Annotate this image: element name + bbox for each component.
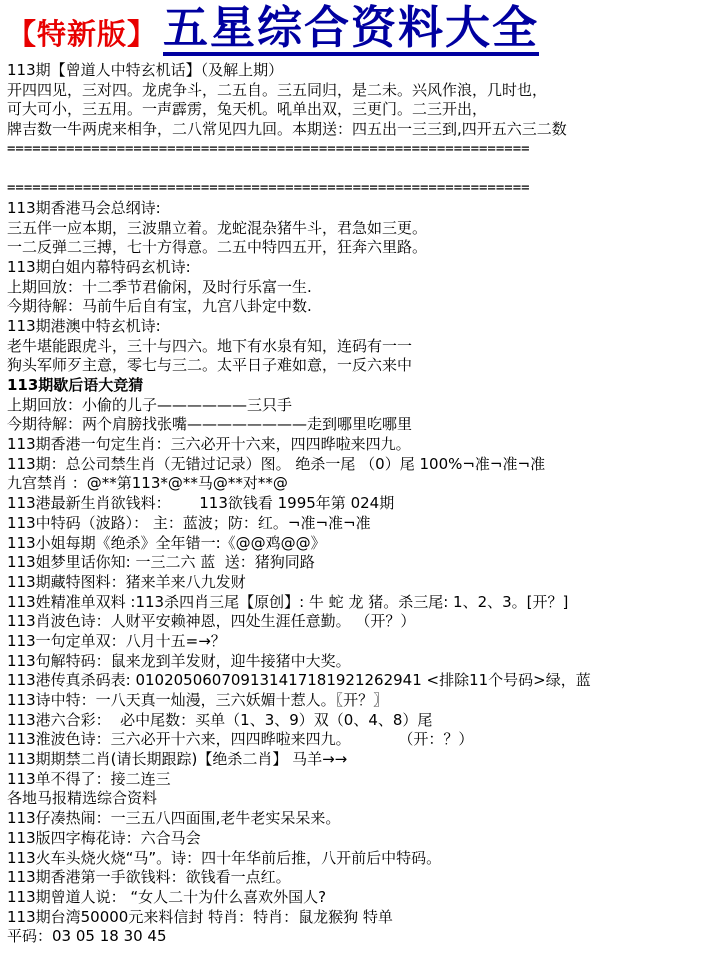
- text-line: 老牛堪能跟虎斗，三十与四六。地下有水泉有知，连码有一一: [7, 336, 413, 355]
- text-line: 上期回放：十二季节君偷闲，及时行乐富一生.: [7, 277, 312, 296]
- text-line: 113港传真杀码表: 010205060709131417181921262941 <排除11个号码>绿，蓝: [7, 671, 591, 690]
- text-line: [7, 159, 696, 179]
- text-line: 113肖波色诗：人财平安赖神恩，四处生涯任意勤。 （开？）: [7, 612, 416, 631]
- text-line: 113小姐每期《绝杀》全年错一:《@@鸡@@》: [7, 533, 326, 552]
- content-lines: [7, 61, 696, 947]
- edition-badge: 【特新版】: [7, 17, 158, 51]
- text-line: 113期藏特图料：猪来羊来八九发财: [7, 572, 246, 591]
- text-line: 113诗中特：一八天真一灿漫，三六妖媚十惹人。〖开？〗: [7, 691, 389, 709]
- text-line: 三五伴一应本期，三波鼎立着。龙蛇混杂猪牛斗，君急如三更。: [7, 218, 428, 237]
- text-line: 开四四见，三对四。龙虎争斗，二五自。三五同归，是二未。兴风作浪，几时也，: [7, 80, 548, 99]
- text-line: 113单不得了：接二连三: [7, 769, 171, 788]
- page-title: 五星综合资料大全: [163, 1, 540, 54]
- text-line: 可大可小，三五用。一声霹雳，兔天机。吼单出双，三更门。二三开出，: [7, 100, 488, 119]
- separator-line: ==============================================================: [7, 180, 530, 197]
- text-line: 各地马报精选综合资料: [7, 789, 158, 808]
- text-line: 113期台湾50000元来料信封 特肖：特肖：鼠龙猴狗 特单: [7, 907, 393, 926]
- text-line: 113仔凑热闹：一三五八四面围,老牛老实呆呆来。: [7, 809, 341, 828]
- text-line: 113淮波色诗：三六必开十六来，四四晔啦来四九。 （开：？）: [7, 730, 474, 749]
- text-line: 今期待解：两个肩膀找张嘴————————走到哪里吃哪里: [7, 415, 413, 434]
- text-line: 平码：03 05 18 30 45: [7, 927, 167, 946]
- separator-line: ==============================================================: [7, 140, 530, 157]
- text-line: 113中特码（波路）： 主：蓝波；防：红。¬准¬准¬准: [7, 513, 371, 532]
- text-line: 牌吉数一牛两虎来相争，二八常见四九回。本期送：四五出一三三到,四开五六三二数: [7, 120, 567, 139]
- text-line: 今期待解：马前牛后自有宝，九宫八卦定中数.: [7, 297, 312, 316]
- text-line: 狗头军师歹主意，零七与三二。太平日子难如意，一反六来中: [7, 356, 413, 375]
- text-line: 113港六合彩： 必中尾数：买单（1、3、9）双（0、4、8）尾: [7, 710, 433, 729]
- text-line: 113句解特码：鼠来龙到羊发财，迎牛接猪中大奖。: [7, 651, 351, 670]
- text-line: 上期回放：小偷的儿子——————三只手: [7, 395, 293, 414]
- text-line: 113期香港马会总纲诗:: [7, 198, 161, 217]
- text-line: 113姐梦里话你知: 一三二六 蓝 送：猪狗同路: [7, 553, 315, 572]
- page-header: [7, 1, 696, 56]
- text-line: 113版四字梅花诗：六合马会: [7, 828, 201, 847]
- text-line: 113期白姐内幕特码玄机诗:: [7, 257, 191, 276]
- text-line: 九宫禁肖 ：@**第113*@**马@**对**@: [7, 474, 288, 493]
- text-line: 113期香港第一手欲钱料：欲钱看一点红。: [7, 868, 291, 887]
- text-line: 113期：总公司禁生肖（无错过记录）图。 绝杀一尾 （0）尾 100%¬准¬准¬准: [7, 454, 546, 473]
- text-line: 一二反弹二三搏，七十方得意。二五中特四五开，狂奔六里路。: [7, 238, 428, 257]
- text-line: 113港最新生肖欲钱料： 113欲钱看 1995年第 024期: [7, 494, 395, 513]
- text-line: 113姓精准单双料 :113杀四肖三尾【原创】: 牛 蛇 龙 猪。杀三尾: 1、2、3。[开？]: [7, 592, 569, 611]
- text-line: 113火车头烧火烧“马”。诗：四十年华前后推，八开前后中特码。: [7, 848, 442, 867]
- text-line: 113期曾道人说： “女人二十为什么喜欢外国人?: [7, 887, 327, 906]
- text-line: 113期歇后语大竞猜: [7, 376, 144, 394]
- text-line: 113期港澳中特玄机诗:: [7, 316, 161, 335]
- text-line: 113期香港一句定生肖：三六必开十六来，四四晔啦来四九。: [7, 435, 411, 454]
- text-line: 113一句定单双：八月十五=→？: [7, 631, 226, 650]
- text-line: 113期期禁二肖(请长期跟踪)【绝杀二肖】 马羊→→: [7, 750, 348, 769]
- text-line: 113期【曾道人中特玄机话】（及解上期）: [7, 61, 284, 79]
